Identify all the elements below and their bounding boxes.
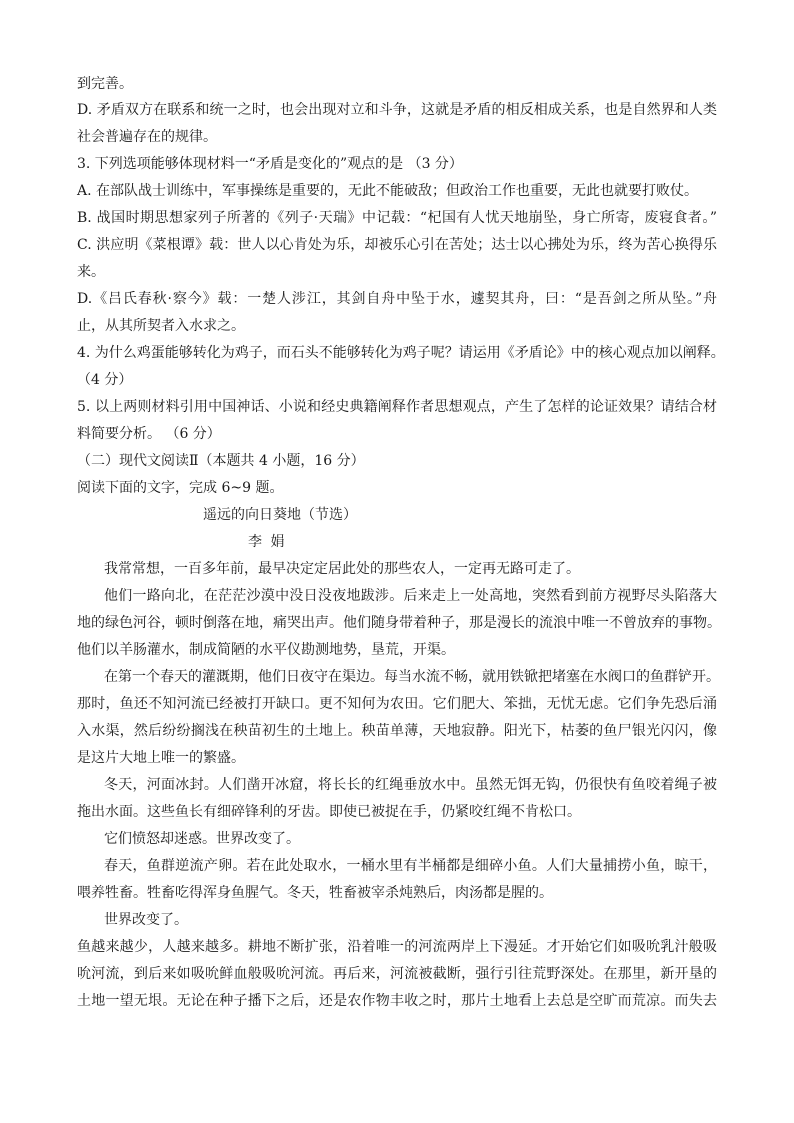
essay-line: 入水渠，然后纷纷搁浅在秧苗初生的土地上。秧苗单薄，天地寂静。阳光下，枯萎的鱼尸银光闪闪，像 [77,723,717,739]
reading-instruction: 阅读下面的文字，完成 6~9 题。 [77,480,284,496]
essay-author: 李 娟 [248,534,287,550]
essay-title: 遥远的向日葵地（节选） [203,507,357,523]
essay-line: 是这片大地上唯一的繁盛。 [77,750,245,766]
essay-line: 他们一路向北，在茫茫沙漠中没日没夜地跋涉。后来走上一处高地，突然看到前方视野尽头陷落大 [104,588,717,604]
text-line: 止，从其所契者入水求之。 [77,318,245,334]
question-4: 4. 为什么鸡蛋能够转化为鸡子，而石头不能够转化为鸡子呢？请运用《矛盾论》中的核心观点加以阐释。 [77,345,725,361]
essay-line: 吮河流，到后来如吸吮鲜血般吸吮河流。再后来，河流被截断，强行引往荒野深处。在那里，新开垦的 [77,966,717,982]
essay-line: 他们以羊肠灌水，制成简陋的水平仪勘测地势，垦荒，开渠。 [77,642,455,658]
question-3: 3. 下列选项能够体现材料一“矛盾是变化的”观点的是 （3 分） [77,156,463,172]
text-line: 到完善。 [77,76,133,92]
option-c: C. 洪应明《菜根谭》载：世人以心肯处为乐，却被乐心引在苦处；达士以心拂处为乐，终为苦心换得乐 [77,237,717,253]
question-4-score: （4 分） [77,372,133,388]
essay-line: 那时，鱼还不知河流已经被打开缺口。更不知何为农田。它们肥大、笨拙，无忧无虑。它们争先恐后涌 [77,696,717,712]
question-5: 5. 以上两则材料引用中国神话、小说和经史典籍阐释作者思想观点，产生了怎样的论证效果？请结合材 [77,399,717,415]
essay-line: 它们愤怒却迷惑。世界改变了。 [104,831,300,847]
text-line: 料简要分析。 （6 分） [77,426,221,442]
essay-line: 拖出水面。这些鱼长有细碎锋利的牙齿。即使已被捉在手，仍紧咬红绳不肯松口。 [77,804,581,820]
essay-line: 冬天，河面冰封。人们凿开冰窟，将长长的红绳垂放水中。虽然无饵无钩，仍很快有鱼咬着绳子被 [104,777,717,793]
essay-line: 我常常想，一百多年前，最早决定定居此处的那些农人，一定再无路可走了。 [104,561,580,577]
essay-line: 在第一个春天的灌溉期，他们日夜守在渠边。每当水流不畅，就用铁锨把堵塞在水阀口的鱼群铲开。 [104,669,720,685]
option-d: D.《吕氏春秋·察今》载：一楚人涉江，其剑自舟中坠于水，遽契其舟，曰：“是吾剑之所从坠。”舟 [77,291,717,307]
text-line: 来。 [77,264,105,280]
option-b: B. 战国时期思想家列子所著的《列子·天瑞》中记载：“杞国有人忧天地崩坠，身亡所寄，废寝食者。” [77,210,717,226]
essay-line: 世界改变了。 [104,912,188,928]
essay-line: 地的绿色河谷，顿时倒落在地，痛哭出声。他们随身带着种子，那是漫长的流浪中唯一不曾放弃的事物。 [77,615,721,631]
text-line: 社会普遍存在的规律。 [77,129,217,145]
essay-line: 土地一望无垠。无论在种子播下之后，还是农作物丰收之时，那片土地看上去总是空旷而荒凉。而失去 [77,993,717,1009]
essay-line: 鱼越来越少，人越来越多。耕地不断扩张，沿着唯一的河流两岸上下漫延。才开始它们如吸吮乳汁般吸 [77,939,717,955]
section-heading: （二）现代文阅读Ⅱ（本题共 4 小题，16 分） [77,453,365,469]
text-line: D. 矛盾双方在联系和统一之时，也会出现对立和斗争，这就是矛盾的相反相成关系，也是自然界和人类 [77,102,717,118]
essay-line: 春天，鱼群逆流产卵。若在此处取水，一桶水里有半桶都是细碎小鱼。人们大量捕捞小鱼，晾干， [104,858,717,874]
option-a: A. 在部队战士训练中，军事操练是重要的，无此不能破敌；但政治工作也重要，无此也就要打败仗。 [77,183,699,199]
essay-line: 喂养牲畜。牲畜吃得浑身鱼腥气。冬天，牲畜被宰杀炖熟后，肉汤都是腥的。 [77,885,553,901]
